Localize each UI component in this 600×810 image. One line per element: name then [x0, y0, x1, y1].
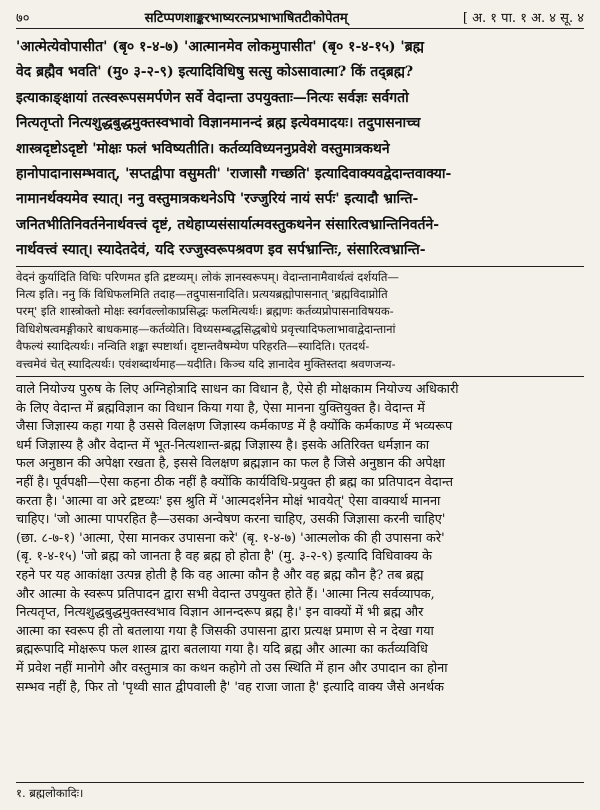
- translation-line: ब्रह्मरूपादि मोक्षरूप फल शास्त्र द्वारा बतलाया गया है। यदि ब्रह्म और आत्मा का कर्तव्यविधि: [16, 642, 428, 658]
- text-line: वेद ब्रह्मैव भवति' (मु० ३-२-९) इत्यादिविधिषु सत्सु कोऽसावात्मा? किं तद्ब्रह्म?: [16, 64, 414, 81]
- commentary-line: वत्त्वमेवं चेत् स्यादित्यर्थः। एवंशब्दार्थमाह—यदीति। किञ्च यदि ज्ञानादेव मुक्तिस्तदा श्रवणजन्य-: [16, 356, 396, 371]
- commentary-line: वेदनं कुर्यादिति विधिः परिणमत इति द्रष्टव्यम्। लोकं ज्ञानस्वरूपम्। वेदान्तानामैवार्थत्वं दर्शयति—: [16, 269, 399, 284]
- footnote: [16, 782, 584, 801]
- commentary-block: [16, 266, 584, 377]
- text-line: नार्थवत्त्वं स्यात्। स्यादेतदेवं, यदि रज्जुस्वरूपश्रवण इव सर्पभ्रान्तिः, संसारित्वभ्रान्ति-: [16, 242, 426, 259]
- translation-line: नहीं है। पूर्वपक्षी—ऐसा कहना ठीक नहीं है क्योंकि कार्यविधि-प्रयुक्त ही ब्रह्म का प्रतिपादन वेदान्त: [16, 475, 454, 491]
- translation-line: धर्म जिज्ञास्य है और वेदान्त में भूत-नित्यशान्त-ब्रह्म जिज्ञास्य है। इसके अतिरिक्त धर्मज्ञान का: [16, 437, 430, 453]
- section-reference: [ अ. १ पा. १ अ. ४ सू. ४: [462, 11, 584, 26]
- text-line: 'आत्मेत्येवोपासीत' (बृ० १-४-७) 'आत्मानमेव लोकमुपासीत' (बृ० १-४-१५) 'ब्रह्म: [16, 39, 424, 55]
- page-header: [16, 8, 584, 29]
- text-line: जनितभीतिनिवर्तनेनार्थवत्त्वं दृष्टं, तथेहाप्यसंसार्यात्मवस्तुकथनेन संसारित्वभ्रान्तिनिवर्तने-: [16, 216, 440, 233]
- translation-line: में प्रवेश नहीं मानोगे और वस्तुमात्र का कथन कहोगे तो उस स्थिति में हान और उपादान का होना: [16, 661, 448, 676]
- translation-line: वाले नियोज्य पुरुष के लिए अग्निहोत्रादि साधन का विधान है, ऐसे ही मोक्षकाम नियोज्य अधिकारी: [16, 382, 459, 398]
- text-line: हानोपादानासम्भवात्, 'सप्तद्वीपा वसुमती' 'राजासौ गच्छति' इत्यादिवाक्यवद्वेदान्तवाक्या-: [16, 166, 452, 183]
- hindi-translation: [16, 377, 584, 697]
- commentary-line: परम्' इति शास्त्रोक्तो मोक्षः स्वर्गवल्लोकाप्रसिद्धः फलमित्यर्थः। ब्रह्मणः कर्तव्यप्रोपासनाविषयक-: [16, 304, 394, 319]
- translation-line: रहने पर यह आकांक्षा उत्पन्न होती है कि वह आत्मा कौन है और वह ब्रह्म कौन है? तब ब्रह्म: [16, 568, 424, 584]
- translation-line: के लिए वेदान्त में ब्रह्मविज्ञान का विधान किया गया है, ऐसा मानना युक्तियुक्त है। वेदान्त में: [16, 400, 425, 416]
- text-line: शास्त्रदृष्टोऽदृष्टो 'मोक्षः फलं भविष्यतीति। कर्तव्यविध्यननुप्रवेशे वस्तुमात्रकथने: [16, 140, 390, 157]
- translation-line: (बृ. १-४-१५) 'जो ब्रह्म को जानता है वह ब्रह्म हो होता है' (मु. ३-२-९) इत्यादि विधिवाक्य के: [16, 549, 432, 565]
- translation-line: करता है। 'आत्मा वा अरे द्रष्टव्यः' इस श्रुति में 'आत्मदर्शनेन मोक्षं भावयेत्' ऐसा वाक्यार्थ मानना: [16, 493, 441, 509]
- translation-line: आत्मा का स्वरूप ही तो बतलाया गया है जिसकी उपासना द्वारा प्रत्यक्ष प्रमाण से न देखा गया: [16, 623, 434, 639]
- translation-line: चाहिए। 'जो आत्मा पापरहित है—उसका अन्वेषण करना चाहिए, उसकी जिज्ञासा करनी चाहिए': [16, 512, 446, 528]
- translation-line: फल अनुष्ठान की अपेक्षा रखता है, इससे विलक्षण ब्रह्मज्ञान का फल है जिसे अनुष्ठान की अपेक्षा: [16, 456, 445, 472]
- text-line: नामानर्थक्यमेव स्यात्। ननु वस्तुमात्रकथनेऽपि 'रज्जुरियं नायं सर्पः' इत्यादौ भ्रान्ति-: [16, 191, 419, 208]
- translation-line: नित्यतृप्त, नित्यशुद्धबुद्धमुक्तस्वभाव विज्ञान आनन्दरूप ब्रह्म है।' इन वाक्यों में भी ब्रह्म और: [16, 605, 424, 621]
- commentary-line: नित्य इति। ननु किं विधिफलमिति तदाह—तदुपासनादिति। प्रत्ययब्रह्मोपासनात् 'ब्रह्मविदाप्नोति: [16, 287, 388, 302]
- commentary-line: वैफल्यं स्यादित्यर्थः। नन्विति शङ्का स्पष्टार्था। दृष्टान्तवैषम्येण परिहरति—स्यादिति। एतदर्थ-: [16, 339, 370, 354]
- translation-line: (छा. ८-७-१) 'आत्मा, ऐसा मानकर उपासना करे' (बृ. १-४-७) 'आत्मलोक की ही उपासना करे': [16, 530, 445, 546]
- footnote-text: १. ब्रह्मलोकादिः।: [16, 786, 84, 800]
- main-sanskrit-text: [16, 35, 584, 264]
- translation-line: और आत्मा के स्वरूप प्रतिपादन द्वारा सभी वेदान्त उपयुक्त होते हैं। 'आत्मा नित्य सर्वव्यापक,: [16, 586, 435, 602]
- page-number: ७०: [16, 11, 30, 26]
- translation-line: जैसा जिज्ञास्य कहा गया है उससे विलक्षण जिज्ञास्य कर्मकाण्ड में है क्योंकि कर्मकाण्ड में भव्यरूप: [16, 419, 453, 435]
- translation-line: सम्भव नहीं है, फिर तो 'पृथ्वी सात द्वीपवाली है' 'वह राजा जाता है' इत्यादि वाक्य जैसे अनर्थक: [16, 679, 444, 695]
- commentary-line: विधिशेषत्वमङ्गीकारे बाधकमाह—कर्तव्येति। विध्यसम्बद्धसिद्धबोधे प्रवृत्त्यादिफलाभावाद्वेदान्तानां: [16, 321, 396, 336]
- running-title: सटिप्पणशाङ्करभाष्यरत्नप्रभाभाषितटीकोपेतम्: [144, 11, 348, 26]
- text-line: इत्याकाङ्क्षायां तत्स्वरूपसमर्पणेन सर्वे वेदान्ता उपयुक्ताः—नित्यः सर्वज्ञः सर्वगतो: [16, 89, 409, 106]
- text-line: नित्यतृप्तो नित्यशुद्धबुद्धमुक्तस्वभावो विज्ञानमानन्दं ब्रह्म इत्येवमादयः। तदुपासनाच्च: [16, 115, 421, 132]
